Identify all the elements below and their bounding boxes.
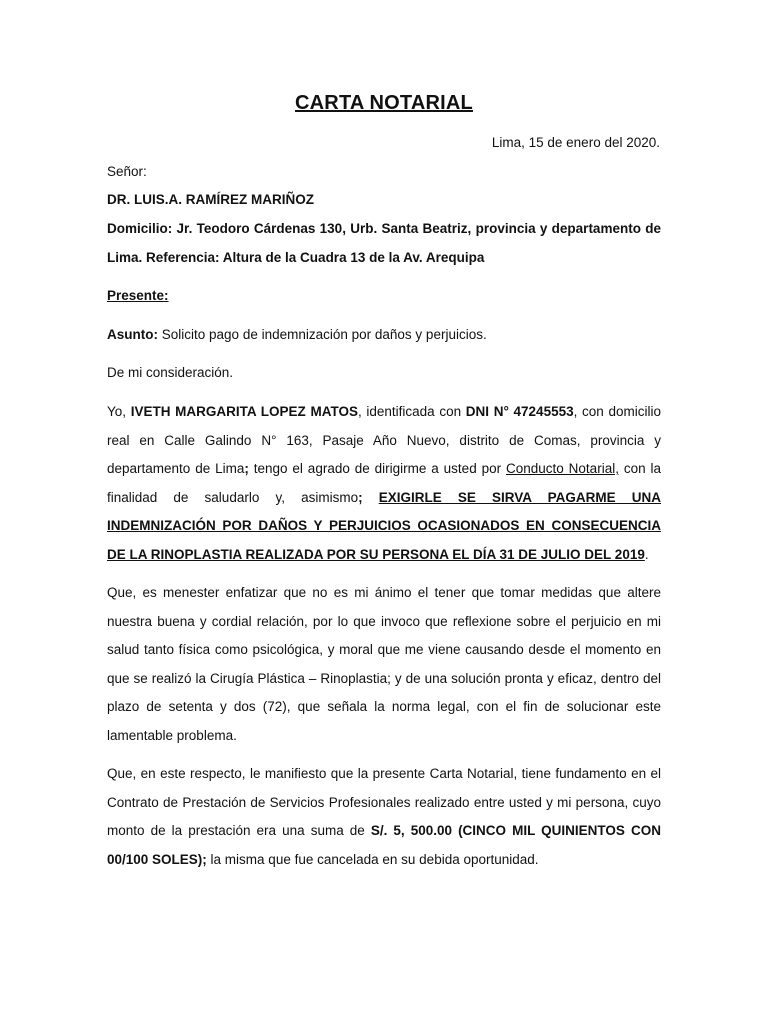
demand-text: EXIGIRLE SE SIRVA PAGARME UNA INDEMNIZACIÓN POR DAÑOS Y PERJUICIOS OCASIONADOS EN CONSECUENCIA DE LA RINOPLASTIA REALIZADA POR SU PERSONA EL DÍA 31 DE JULIO DEL 2019: [107, 489, 661, 562]
subject-label: Asunto:: [107, 327, 158, 342]
subject-line: [107, 321, 661, 350]
address-label: Domicilio:: [107, 221, 173, 236]
payment-amount: S/. 5, 500.00 (CINCO MIL QUINIENTOS CON 00/100 SOLES);: [107, 823, 661, 867]
recipient-address: [107, 215, 661, 272]
presente-text: Presente:: [107, 288, 169, 303]
sender-dni: DNI N° 47245553: [465, 404, 574, 419]
p1-semicolon-1: ;: [244, 461, 249, 477]
conducto-notarial: Conducto Notarial,: [506, 461, 619, 477]
paragraph-3: [107, 760, 661, 874]
subject-text: Solicito pago de indemnización por daños y perjuicios.: [161, 327, 487, 342]
p1-semicolon-2: ;: [358, 489, 379, 505]
recipient-name: DR. LUIS.A. RAMÍREZ MARIÑOZ: [107, 192, 314, 207]
address-text: Jr. Teodoro Cárdenas 130, Urb. Santa Beatriz, provincia y departamento de Lima. Referencia: Altura de la Cuadra 13 de la Av. Arequipa: [107, 221, 661, 265]
document-date: Lima, 15 de enero del 2020.: [491, 135, 660, 150]
greeting: De mi consideración.: [107, 365, 234, 380]
p3-text-2: la misma que fue cancelada en su debida oportunidad.: [206, 851, 539, 867]
p1-text-6: .: [644, 546, 649, 562]
p1-text-5: con la finalidad de saludarlo y, asimismo: [107, 461, 662, 505]
salutation: Señor:: [107, 164, 147, 179]
presente-label: [107, 282, 661, 311]
p1-text-3: , con domicilio real en Calle Galindo N° 163, Pasaje Año Nuevo, distrito de Comas, provincia y departamento de Lima: [107, 404, 661, 477]
p1-text-2: , identificada con: [357, 404, 466, 419]
p1-text-1: Yo,: [107, 404, 131, 419]
sender-name: IVETH MARGARITA LOPEZ MATOS: [130, 404, 358, 419]
paragraph-1: [107, 398, 661, 570]
paragraph-2: Que, es menester enfatizar que no es mi ánimo el tener que tomar medidas que altere nuestra buena y cordial relación, por lo que invoco que reflexione sobre el perjuicio en mi salud tanto física como psicológica, y moral que me viene causando desde el momento en que se realizó la Cirugía Plástica – Rinoplastia; y de una solución pronta y eficaz, dentro del plazo de setenta y dos (72), que señala la norma legal, con el fin de solucionar este lamentable problema.: [107, 585, 661, 743]
document-title: CARTA NOTARIAL: [295, 92, 473, 114]
p3-text-1: Que, en este respecto, le manifiesto que la presente Carta Notarial, tiene fundamento en el Contrato de Prestación de Servicios Profesionales realizado entre usted y mi persona, cuyo monto de la prestación era una suma de: [107, 766, 661, 839]
p1-text-4: tengo el agrado de dirigirme a usted por: [248, 461, 506, 477]
